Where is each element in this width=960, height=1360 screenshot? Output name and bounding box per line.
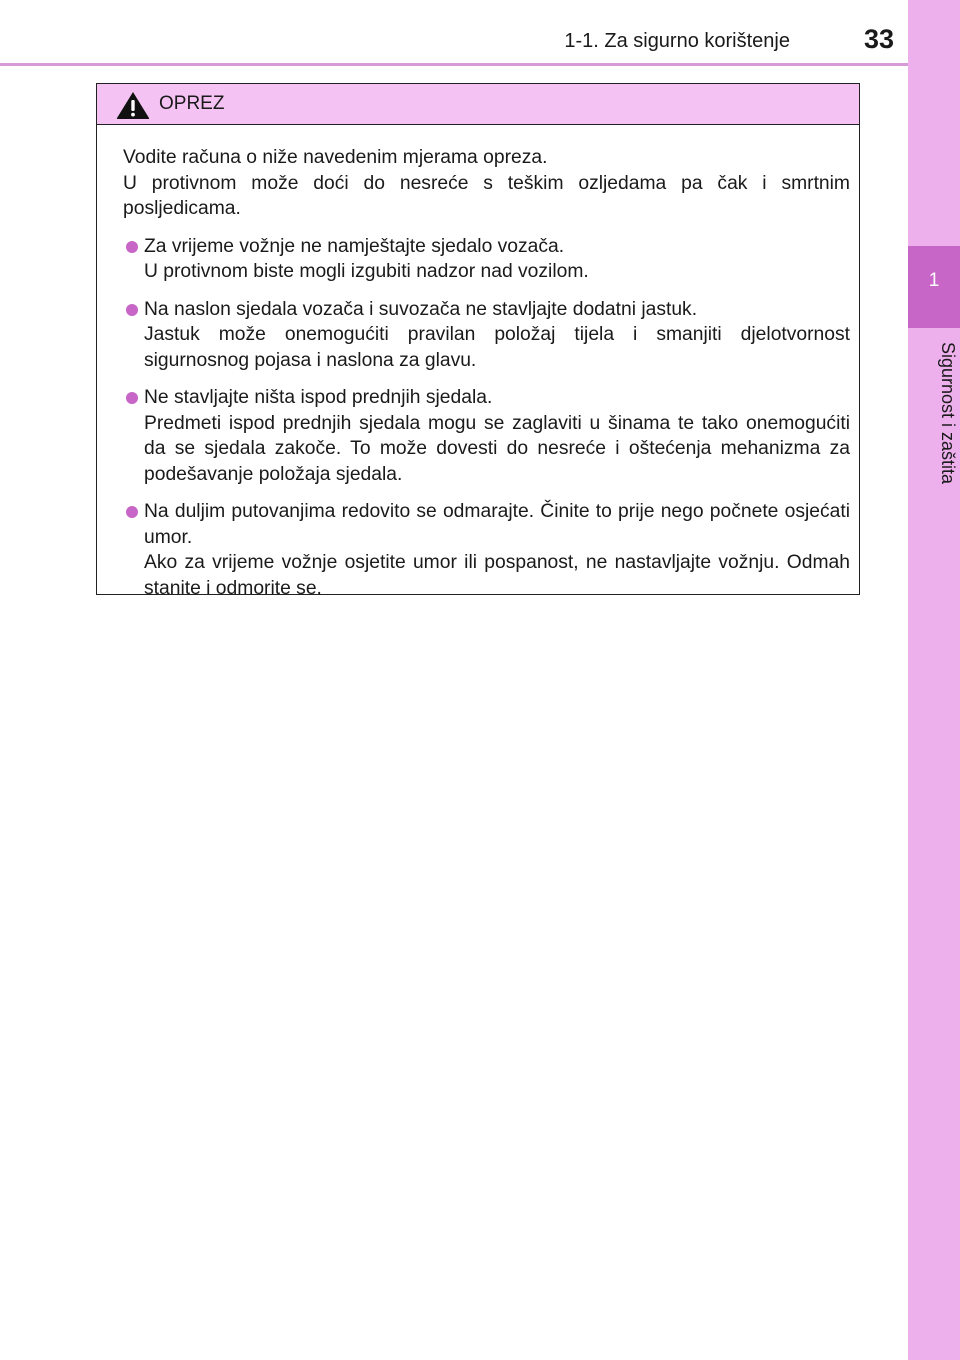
caution-item-title: Za vrijeme vožnje ne namještajte sjedalo vozača. — [144, 235, 565, 257]
section-title: 1-1. Za sigurno korištenje — [564, 30, 790, 52]
warning-triangle-icon — [115, 90, 151, 120]
caution-item-title: Na duljim putovanjima redovito se odmarajte. Činite to prije nego počnete osjećati umor. — [144, 501, 850, 548]
caution-item-detail: U protivnom biste mogli izgubiti nadzor nad vozilom. — [144, 261, 589, 282]
intro-line: U protivnom može doći do nesreće s teškim ozljedama pa čak i smrtnim posljedicama. — [123, 172, 850, 219]
intro-line: Vodite računa o niže navedenim mjerama opreza. — [123, 147, 548, 168]
caution-item — [123, 499, 850, 601]
page-number: 33 — [863, 24, 894, 54]
caution-item-title: Na naslon sjedala vozača i suvozača ne stavljajte dodatni jastuk. — [144, 298, 698, 320]
caution-label: OPREZ — [159, 93, 225, 114]
caution-intro — [123, 145, 850, 222]
side-tab — [908, 0, 960, 1360]
bullet-icon — [126, 392, 138, 404]
caution-header — [97, 84, 859, 125]
caution-box — [96, 83, 860, 599]
header-rule — [0, 63, 908, 66]
bullet-icon — [126, 506, 138, 518]
caution-item — [123, 234, 850, 285]
bullet-icon — [126, 241, 138, 253]
caution-item-title: Ne stavljajte ništa ispod prednjih sjedala. — [144, 387, 493, 408]
caution-item-detail: Predmeti ispod prednjih sjedala mogu se zaglaviti u šinama te tako onemogućiti da se sjedala zakoče. To može dovesti do nesreće i oštećenja mehanizma za podešavanje položaja sjedala. — [144, 412, 850, 485]
chapter-title: Sigurnost i zaštita — [938, 342, 958, 485]
caution-item — [123, 385, 850, 487]
caution-item-detail: Ako za vrijeme vožnje osjetite umor ili pospanost, ne nastavljajte vožnju. Odmah stanite i odmorite se. — [144, 552, 850, 599]
chapter-tab[interactable] — [908, 246, 960, 328]
caution-body — [97, 125, 859, 601]
caution-item — [123, 297, 850, 374]
chapter-number: 1 — [928, 270, 940, 291]
caution-item-detail: Jastuk može onemogućiti pravilan položaj tijela i smanjiti djelotvornost sigurnosnog pojasa i naslona za glavu. — [144, 324, 850, 371]
bullet-icon — [126, 304, 138, 316]
